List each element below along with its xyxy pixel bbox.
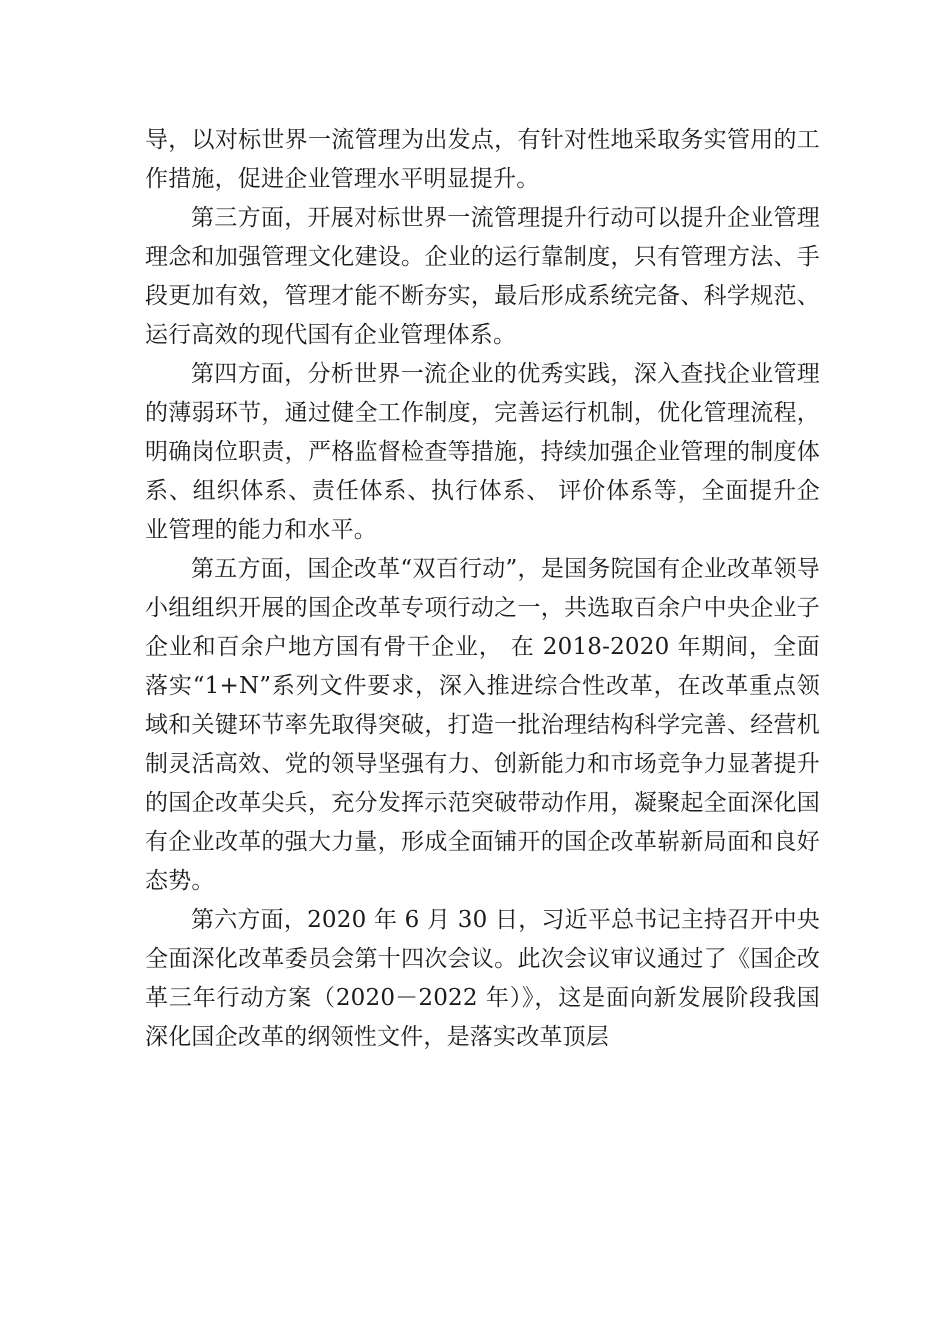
paragraph-sixth-aspect: 第六方面，2020 年 6 月 30 日，习近平总书记主持召开中央全面深化改革委员会第十四次会议。此次会议审议通过了《国企改革三年行动方案（2020－2022 年）》，这是面向新发展阶段我国深化国企改革的纲领性文件，是落实改革顶层 [145, 907, 820, 1050]
paragraph-fourth-aspect: 第四方面，分析世界一流企业的优秀实践，深入查找企业管理的薄弱环节，通过健全工作制度，完善运行机制，优化管理流程，明确岗位职责，严格监督检查等措施，持续加强企业管理的制度体系、组织体系、责任体系、执行体系、 评价体系等，全面提升企业管理的能力和水平。 [145, 361, 820, 543]
document-body [145, 121, 820, 1057]
paragraph-fifth-aspect: 第五方面，国企改革“双百行动”，是国务院国有企业改革领导小组组织开展的国企改革专项行动之一，共选取百余户中央企业子企业和百余户地方国有骨干企业， 在 2018-2020 年期间，全面落实“1+N”系列文件要求，深入推进综合性改革，在改革重点领域和关键环节率先取得突破，打造一批治理结构科学完善、经营机制灵活高效、党的领导坚强有力、创新能力和市场竞争力显著提升的国企改革尖兵，充分发挥示范突破带动作用，凝聚起全面深化国有企业改革的强大力量，形成全面铺开的国企改革崭新局面和良好态势。 [145, 556, 820, 894]
paragraph-third-aspect: 第三方面，开展对标世界一流管理提升行动可以提升企业管理理念和加强管理文化建设。企业的运行靠制度，只有管理方法、手段更加有效，管理才能不断夯实，最后形成系统完备、科学规范、运行高效的现代国有企业管理体系。 [145, 205, 820, 348]
paragraph-continuation: 导，以对标世界一流管理为出发点，有针对性地采取务实管用的工作措施，促进企业管理水平明显提升。 [145, 127, 820, 192]
